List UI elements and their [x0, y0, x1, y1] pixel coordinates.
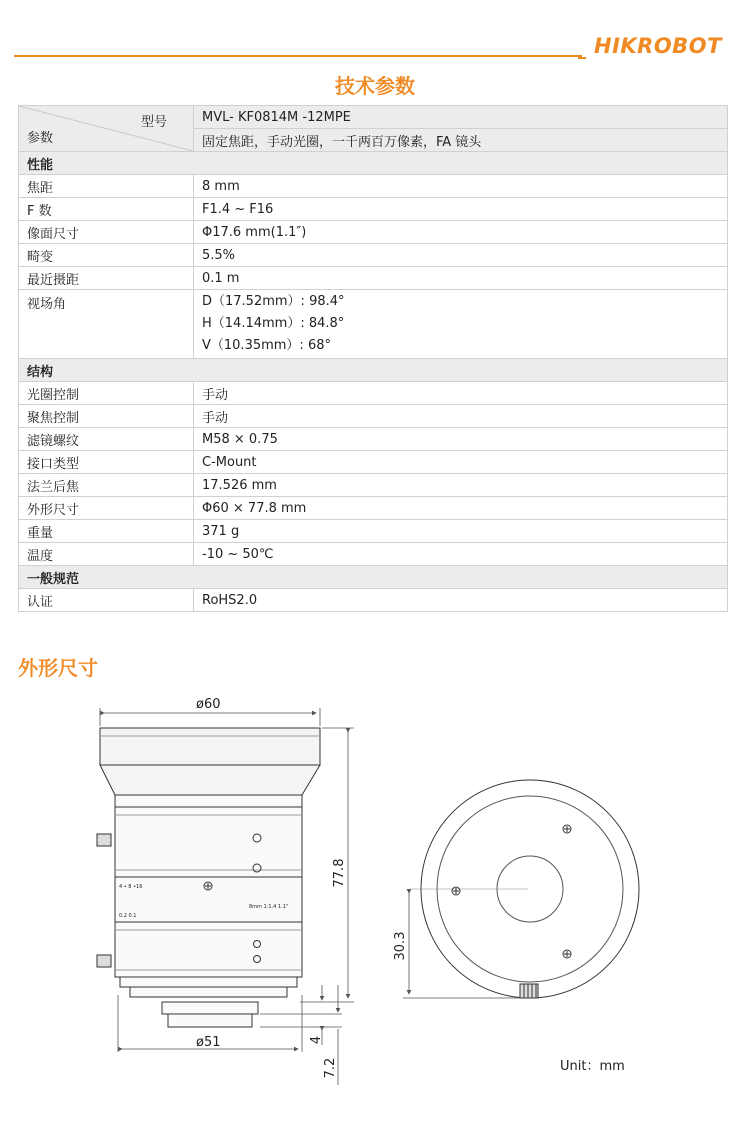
row-value: 手动 [194, 382, 728, 405]
header-corner-cell [19, 106, 194, 152]
table-row [19, 474, 728, 497]
ring-text-focal: 8mm 1:1.4 1.1" [249, 904, 289, 910]
row-value: 8 mm [194, 175, 728, 198]
lens-side-view [97, 728, 320, 1027]
row-value: RoHS2.0 [194, 589, 728, 612]
section-row [19, 359, 728, 382]
row-key: 接口类型 [19, 451, 194, 474]
model-value: MVL- KF0814M -12MPE [194, 106, 728, 129]
row-value: Φ17.6 mm(1.1″) [194, 221, 728, 244]
page-title: 技术参数 [335, 74, 415, 98]
dim-778-label: 77.8 [332, 858, 347, 888]
row-value-multi [194, 290, 728, 359]
section-structure: 结构 [19, 359, 728, 382]
param-label: 参数 [27, 131, 54, 146]
table-row [19, 451, 728, 474]
row-key: 法兰后焦 [19, 474, 194, 497]
row-key: 滤镜螺纹 [19, 428, 194, 451]
row-key: 聚焦控制 [19, 405, 194, 428]
row-key: F 数 [19, 198, 194, 221]
brand-logo: HIKROBOT [594, 34, 722, 58]
dimensions-title: 外形尺寸 [18, 656, 98, 680]
row-value: -10 ~ 50℃ [194, 543, 728, 566]
table-row [19, 198, 728, 221]
row-key: 重量 [19, 520, 194, 543]
row-key: 最近摄距 [19, 267, 194, 290]
table-row [19, 382, 728, 405]
table-row [19, 405, 728, 428]
row-value: 371 g [194, 520, 728, 543]
table-row [19, 543, 728, 566]
model-description: 固定焦距，手动光圈，一千两百万像素，FA 镜头 [194, 129, 728, 152]
fov-horizontal: H（14.14mm）: 84.8° [202, 316, 345, 331]
row-key: 视场角 [19, 290, 194, 359]
table-row [19, 520, 728, 543]
table-row [19, 290, 728, 359]
section-row [19, 566, 728, 589]
row-value: 手动 [194, 405, 728, 428]
row-value: 0.1 m [194, 267, 728, 290]
dim-72-label: 7.2 [323, 1057, 338, 1079]
section-general: 一般规范 [19, 566, 728, 589]
fov-vertical: V（10.35mm）: 68° [202, 338, 331, 353]
table-row [19, 244, 728, 267]
table-header-row [19, 106, 728, 129]
table-row [19, 428, 728, 451]
table-row [19, 221, 728, 244]
dim-4-label: 4 [309, 1035, 324, 1045]
row-key: 焦距 [19, 175, 194, 198]
section-performance: 性能 [19, 152, 728, 175]
table-row [19, 175, 728, 198]
dim-60-label: ø60 [196, 697, 221, 712]
row-key: 光圈控制 [19, 382, 194, 405]
dim-303 [403, 893, 520, 998]
dim-51-label: ø51 [196, 1035, 221, 1050]
ring-text-fnumber: 4 • 8 •16 [119, 884, 143, 890]
section-row [19, 152, 728, 175]
table-row [19, 267, 728, 290]
table-row [19, 497, 728, 520]
row-key: 畸变 [19, 244, 194, 267]
row-key: 温度 [19, 543, 194, 566]
row-key: 外形尺寸 [19, 497, 194, 520]
row-value: 5.5% [194, 244, 728, 267]
model-label: 型号 [140, 115, 167, 130]
ring-text-distance: 0.2 0.1 [119, 913, 137, 919]
lens-front-view [410, 780, 639, 998]
header-rule [14, 55, 582, 57]
row-value: C-Mount [194, 451, 728, 474]
row-value: 17.526 mm [194, 474, 728, 497]
header-rule-slant [578, 45, 586, 59]
row-value: M58 × 0.75 [194, 428, 728, 451]
row-key: 认证 [19, 589, 194, 612]
fov-diagonal: D（17.52mm）: 98.4° [202, 294, 345, 309]
row-value: Φ60 × 77.8 mm [194, 497, 728, 520]
row-key: 像面尺寸 [19, 221, 194, 244]
lens-dimension-drawing [0, 690, 750, 1090]
row-value: F1.4 ~ F16 [194, 198, 728, 221]
table-row [19, 589, 728, 612]
spec-table [18, 105, 728, 612]
unit-label: Unit：mm [560, 1059, 625, 1074]
dim-303-label: 30.3 [393, 931, 408, 961]
